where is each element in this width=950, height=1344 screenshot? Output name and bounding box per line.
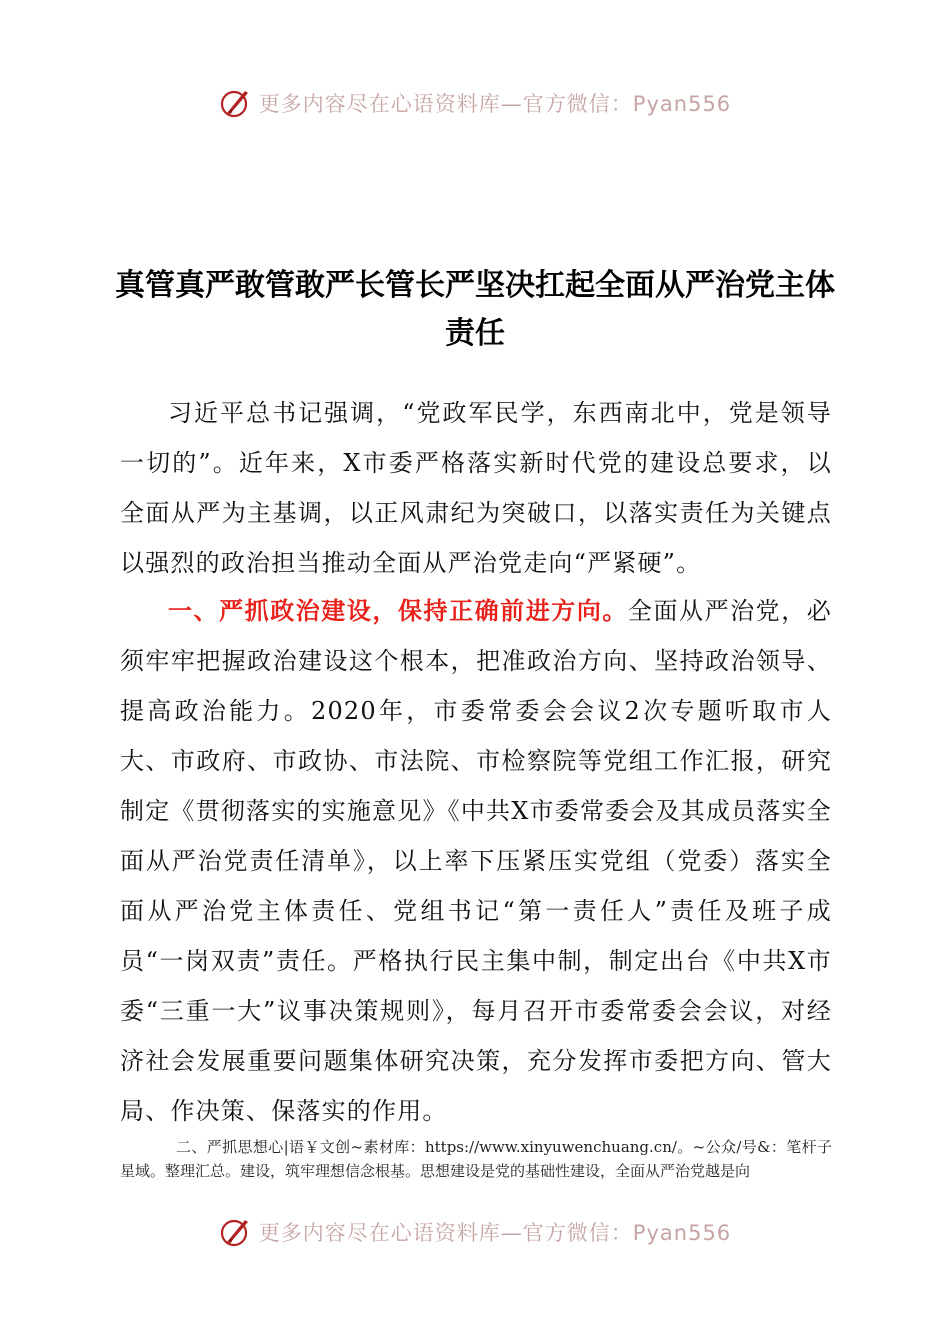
footer-banner [0,1207,950,1257]
body-paragraph-1 [120,388,832,588]
section-heading-political-construction: 一、严抓政治建设，保持正确前进方向。 [168,597,628,625]
quill-logo-icon [219,87,251,119]
document-title: 真管真严敢管敢严长管长严坚决扛起全面从严治党主体责任 [115,268,835,351]
paragraph-text: 习近平总书记强调，“党政军民学，东西南北中，党是领导一切的”。近年来，X市委严格落实新时代党的建设总要求，以全面从严为主基调，以正风肃纪为突破口，以落实责任为关键点以强烈的政治担当推动全面从严治党走向“严紧硬”。 [120,399,832,577]
paragraph-text: 全面从严治党，必须牢牢把握政治建设这个根本，把准政治方向、坚持政治领导、提高政治能力。2020年，市委常委会会议2次专题听取市人大、市政府、市政协、市法院、市检察院等党组工作汇报，研究制定《贯彻落实的实施意见》《中共X市委常委会及其成员落实全面从严治党责任清单》，以上率下压紧压实党组（党委）落实全面从严治党主体责任、党组书记“第一责任人”责任及班子成员“一岗双责”责任。严格执行民主集中制，制定出台《中共X市委“三重一大”议事决策规则》，每月召开市委常委会会议，对经济社会发展重要问题集体研究决策，充分发挥市委把方向、管大局、作决策、保落实的作用。 [120,597,832,1125]
footer-banner-text: 更多内容尽在心语资料库—官方微信：Pyan556 [258,1221,732,1245]
header-banner [0,78,950,128]
footnote-text: 二、严抓思想心|语￥文创~素材库：https://www.xinyuwenchuang.cn/。~公众/号&：笔杆子星域。整理汇总。建设，筑牢理想信念根基。思想建设是党的基础性建设，全面从严治党越是向 [120,1138,832,1180]
body-paragraph-2 [120,586,832,1136]
header-banner-text: 更多内容尽在心语资料库—官方微信：Pyan556 [258,92,732,116]
quill-logo-icon [219,1216,251,1248]
